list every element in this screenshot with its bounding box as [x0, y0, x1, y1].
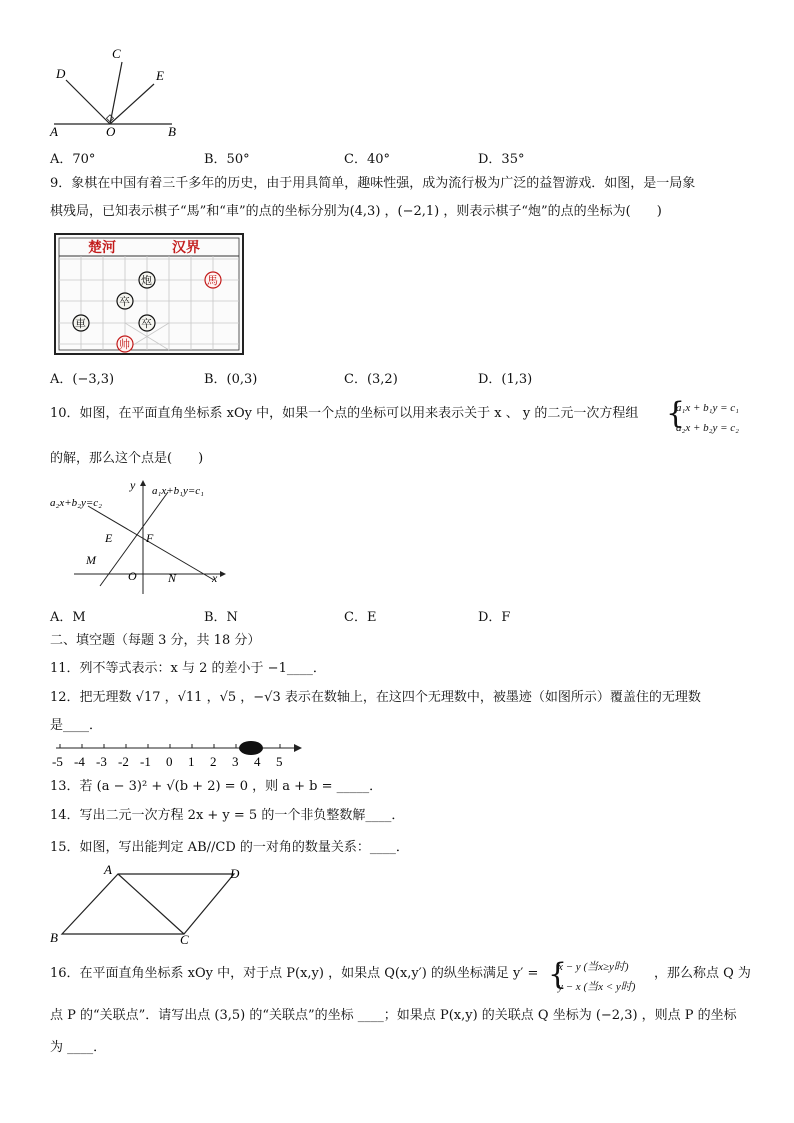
svg-text:5: 5	[276, 754, 283, 769]
piece-ma	[205, 272, 221, 288]
q16-case1: x − y (当x≥y时)	[558, 961, 629, 973]
q8-option-b[interactable]: B．50°	[204, 152, 250, 167]
q10-option-c[interactable]: C．E	[344, 610, 377, 625]
svg-text:B: B	[50, 930, 58, 945]
svg-text:y: y	[130, 478, 136, 492]
piece-shuai	[117, 336, 133, 352]
q13-text: 13．若 (a − 3)² + √(b + 2) = 0 ，则 a + b = _____．	[50, 779, 383, 794]
svg-text:0: 0	[166, 754, 173, 769]
q15-figure	[44, 862, 254, 948]
q16-case2: y − x (当x < y时)	[558, 981, 636, 993]
q10-text-line1: 10．如图，在平面直角坐标系 xOy 中，如果一个点的坐标可以用来表示关于 x 、 y 的二元一次方程组	[50, 406, 639, 421]
q10-option-a[interactable]: A．M	[50, 610, 86, 625]
banner-hanjie: 汉界	[172, 241, 200, 256]
q12-text-line1: 12．把无理数 √17 ，√11 ，√5 ，−√3 表示在数轴上，在这四个无理数中，被墨迹（如图所示）覆盖住的无理数	[50, 690, 701, 705]
svg-text:-2: -2	[118, 754, 129, 769]
svg-text:-5: -5	[52, 754, 63, 769]
q10-option-b[interactable]: B．N	[204, 610, 238, 625]
svg-text:-3: -3	[96, 754, 107, 769]
q9-option-c[interactable]: C．(3,2)	[344, 372, 398, 387]
q8-option-c[interactable]: C．40°	[344, 152, 390, 167]
q10-system-brace: {	[666, 396, 686, 431]
q9-text-line2: 棋残局，已知表示棋子“馬”和“車”的点的坐标分别为(4,3) ，(−2,1) ，则表示棋子“炮”的点的坐标为( )	[50, 204, 662, 219]
q9-text-line1: 9．象棋在中国有着三千多年的历史，由于用具简单，趣味性强，成为流行极为广泛的益智游戏．如图，是一局象	[50, 176, 696, 191]
q8-option-a[interactable]: A．70°	[50, 152, 96, 167]
q9-option-d[interactable]: D．(1,3)	[478, 372, 533, 387]
angle-figure	[40, 40, 200, 140]
piece-zu-1	[117, 293, 133, 309]
svg-text:C: C	[180, 932, 189, 947]
svg-text:x: x	[212, 571, 218, 585]
section-heading: 二、填空题（每题 3 分，共 18 分）	[50, 633, 261, 648]
q9-option-a[interactable]: A．(−3,3)	[50, 372, 115, 387]
svg-text:3: 3	[232, 754, 239, 769]
svg-text:a₁x+b₁y=c₁: a₁x+b₁y=c₁	[152, 485, 204, 497]
svg-text:馬: 馬	[207, 275, 218, 287]
q16-text-line1a: 16．在平面直角坐标系 xOy 中，对于点 P(x,y) ，如果点 Q(x,y′) 的纵坐标满足 y′ =	[50, 966, 539, 981]
label-a: A	[50, 124, 58, 139]
q12-text-line2: 是____．	[50, 718, 103, 733]
svg-text:4: 4	[254, 754, 261, 769]
q11-text: 11．列不等式表示：x 与 2 的差小于 −1____．	[50, 661, 326, 676]
q9-option-b[interactable]: B．(0,3)	[204, 372, 258, 387]
svg-text:炮: 炮	[141, 275, 152, 287]
number-line	[46, 738, 306, 770]
svg-text:1: 1	[188, 754, 195, 769]
q16-text-line2: 点 P 的“关联点”．请写出点 (3,5) 的“关联点”的坐标 ____；如果点 P(x,y) 的关联点 Q 坐标为 (−2,3) ，则点 P 的坐标	[50, 1008, 737, 1023]
q10-option-d[interactable]: D．F	[478, 610, 511, 625]
q16-text-line1b: ，那么称点 Q 为	[654, 966, 751, 981]
svg-text:卒: 卒	[119, 296, 130, 308]
q10-eq1: a₁x + b₁y = c₁	[676, 402, 739, 414]
svg-text:a₂x+b₂y=c₂: a₂x+b₂y=c₂	[50, 497, 102, 509]
q14-text: 14．写出二元一次方程 2x + y = 5 的一个非负整数解____．	[50, 808, 405, 823]
q10-eq2: a₂x + b₂y = c₂	[676, 422, 739, 434]
q8-option-d[interactable]: D．35°	[478, 152, 525, 167]
piece-che	[73, 315, 89, 331]
label-e: E	[156, 68, 164, 83]
piece-zu-2	[139, 315, 155, 331]
svg-text:O: O	[128, 569, 137, 583]
label-c: C	[112, 46, 121, 61]
svg-text:M: M	[86, 553, 96, 567]
label-o: O	[106, 124, 116, 139]
banner-chuhe: 楚河	[88, 241, 116, 256]
svg-text:車: 車	[75, 318, 86, 330]
svg-text:帅: 帅	[119, 339, 130, 351]
chess-board	[54, 233, 244, 355]
svg-text:E: E	[105, 531, 113, 545]
q16-brace: {	[548, 957, 568, 992]
ray-od	[66, 80, 110, 124]
svg-text:2: 2	[210, 754, 217, 769]
svg-text:-1: -1	[140, 754, 151, 769]
svg-text:-4: -4	[74, 754, 85, 769]
label-d: D	[56, 66, 66, 81]
svg-text:N: N	[168, 571, 177, 585]
piece-pao	[139, 272, 155, 288]
svg-text:F: F	[146, 531, 154, 545]
svg-text:D: D	[230, 866, 240, 881]
q10-text-line2: 的解，那么这个点是( )	[50, 451, 204, 466]
svg-text:卒: 卒	[141, 318, 152, 330]
ink-blot	[239, 741, 263, 755]
q10-graph	[44, 476, 234, 598]
label-b: B	[168, 124, 176, 139]
q16-text-line3: 为 ____．	[50, 1040, 107, 1055]
q15-text: 15．如图，写出能判定 AB//CD 的一对角的数量关系：____．	[50, 840, 409, 855]
svg-text:A: A	[104, 862, 112, 877]
